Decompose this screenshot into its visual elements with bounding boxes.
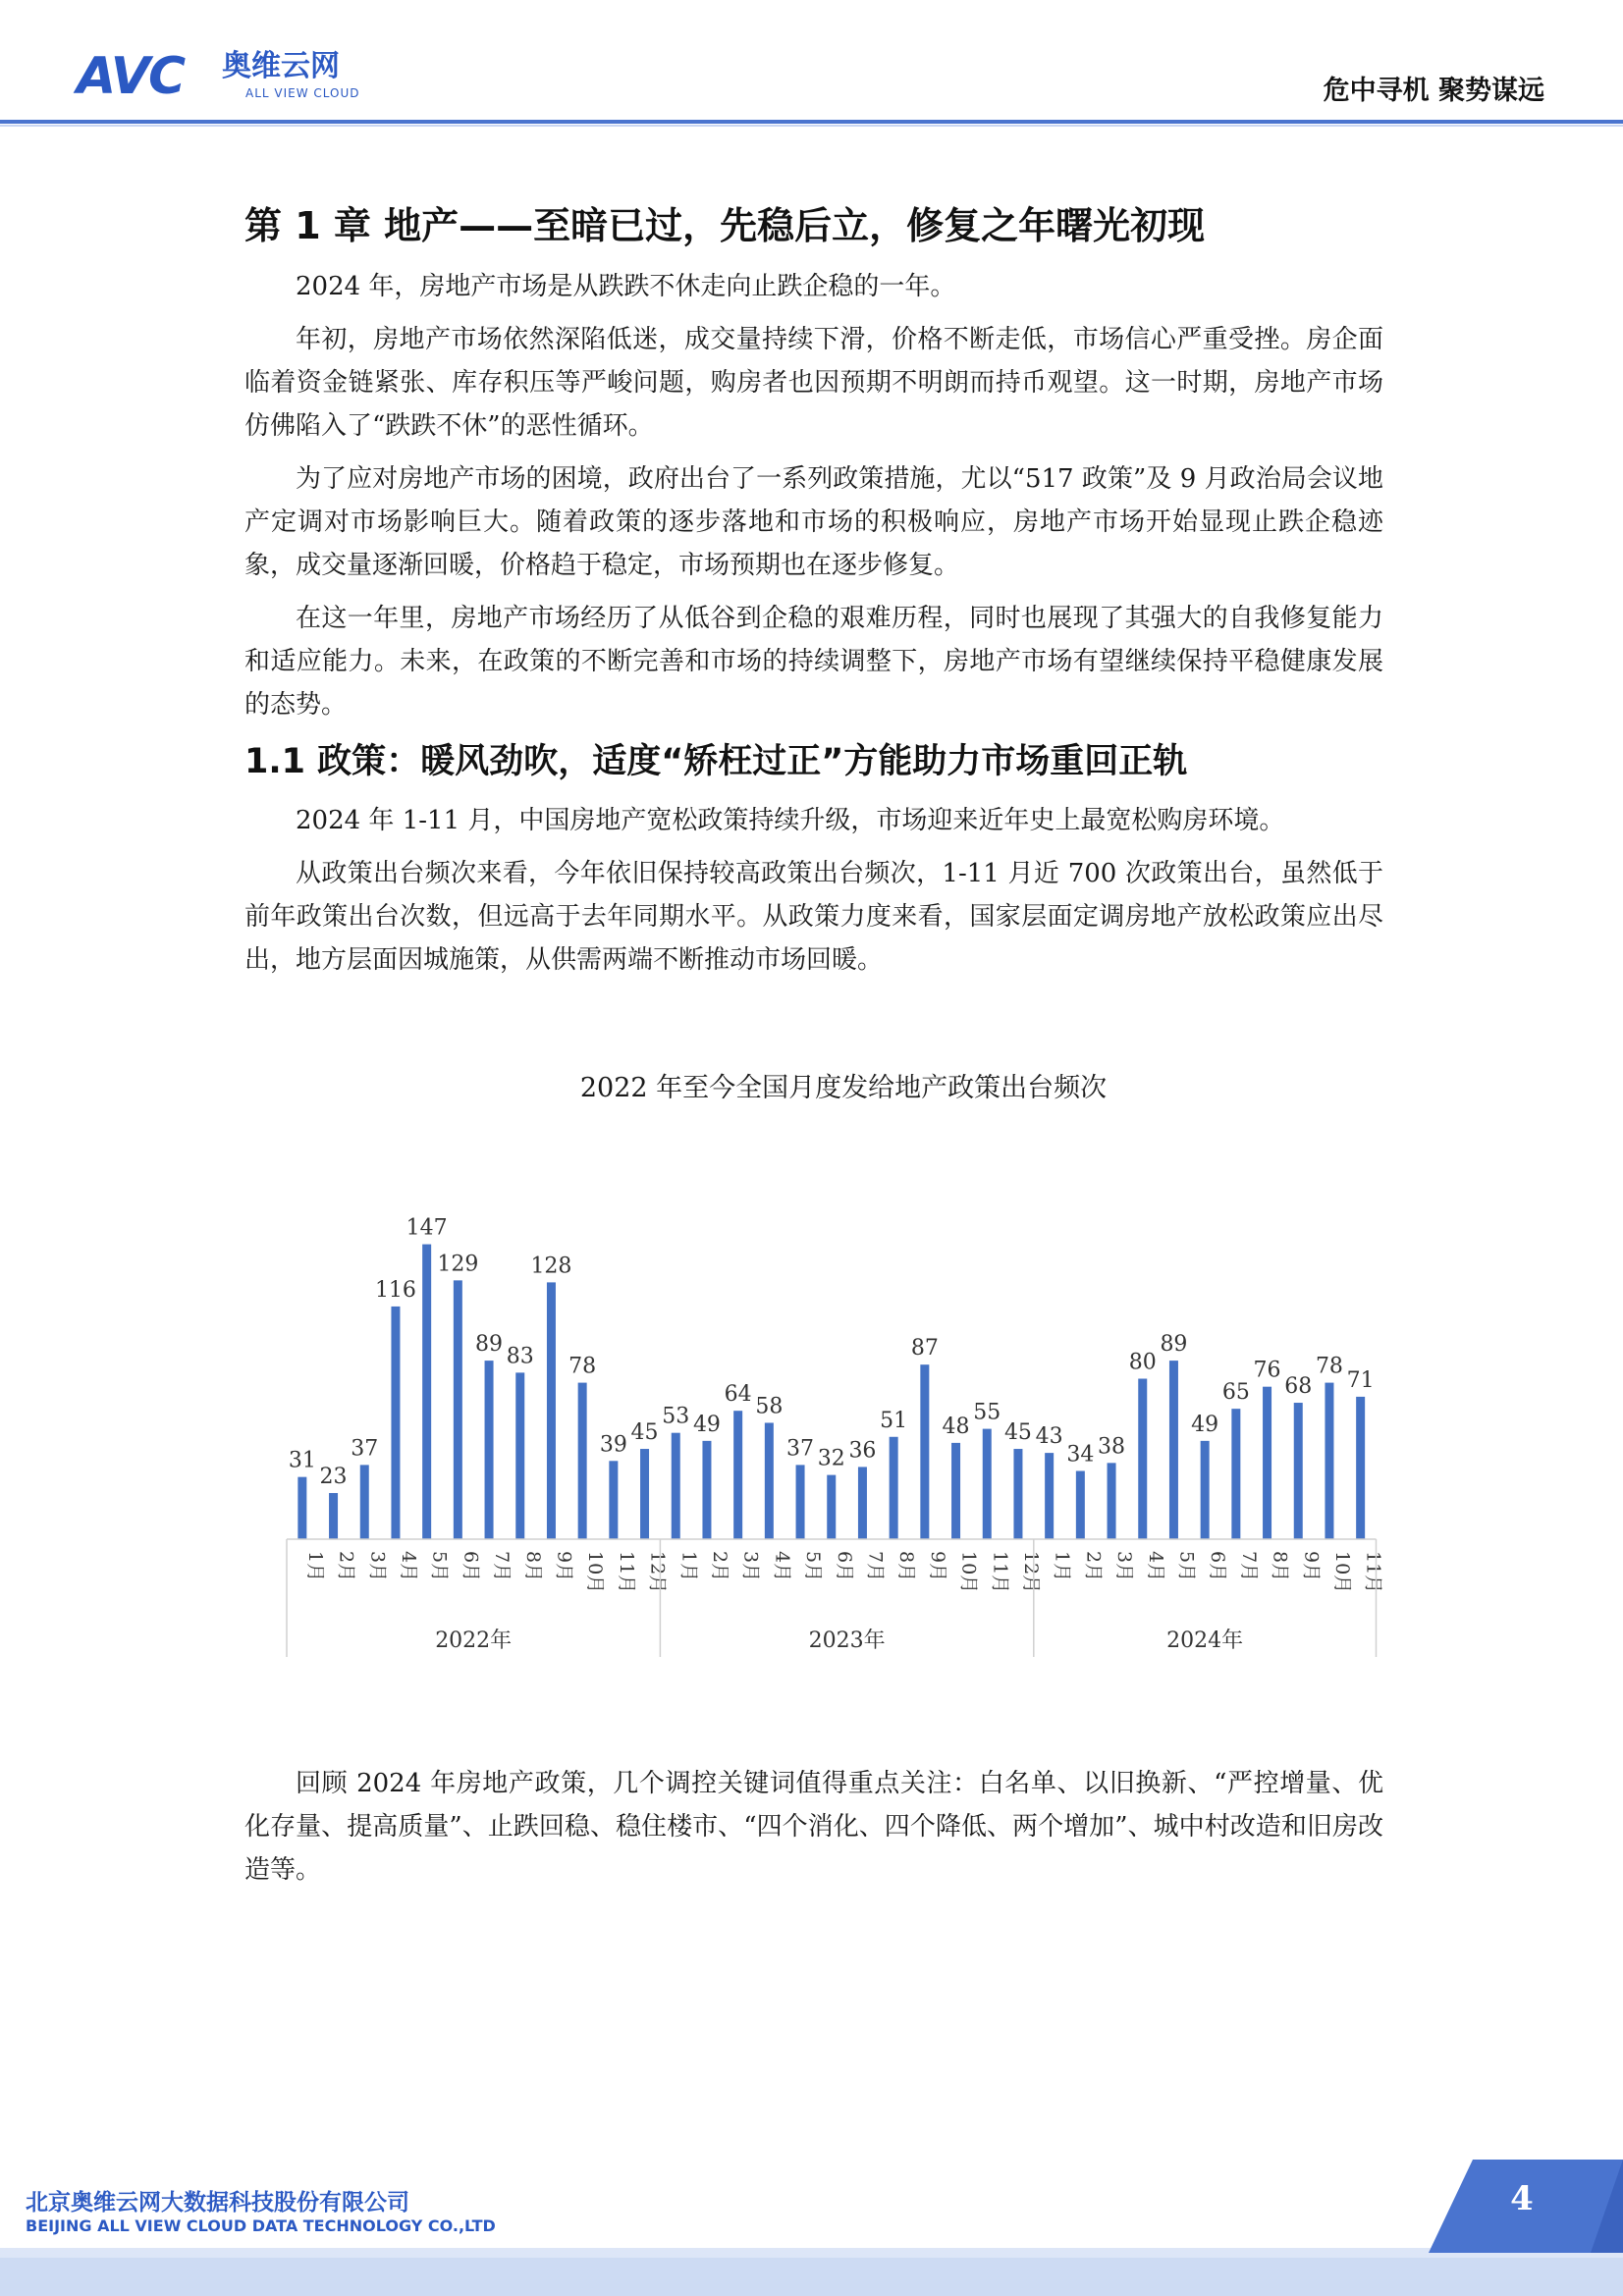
bar-1-6	[858, 1467, 867, 1539]
data-label-0-7: 83	[506, 1344, 534, 1369]
month-label-2-0: 1月	[1051, 1551, 1073, 1582]
bar-0-3	[391, 1307, 400, 1539]
bar-1-10	[983, 1429, 992, 1539]
month-label-2-9: 10月	[1330, 1551, 1353, 1594]
bar-1-5	[827, 1475, 836, 1539]
month-label-1-6: 7月	[864, 1551, 887, 1582]
data-label-0-1: 23	[319, 1464, 348, 1489]
closing-paragraph: 回顾 2024 年房地产政策，几个调控关键词值得重点关注：白名单、以旧换新、“严控增量、优化存量、提高质量”、止跌回稳、稳住楼市、“四个消化、四个降低、两个增加”、城中村改造和旧房改造等。	[244, 1769, 1383, 1885]
bar-0-9	[578, 1383, 587, 1539]
data-label-0-4: 147	[406, 1215, 448, 1241]
data-label-2-3: 80	[1128, 1350, 1157, 1375]
data-label-1-6: 36	[848, 1438, 877, 1464]
month-label-0-4: 5月	[428, 1551, 451, 1582]
bar-1-9	[951, 1443, 960, 1539]
bar-2-9	[1325, 1383, 1333, 1539]
bar-0-4	[422, 1245, 431, 1539]
data-label-1-0: 53	[662, 1404, 690, 1429]
data-label-2-7: 76	[1253, 1358, 1281, 1383]
chart-canvas	[275, 1158, 1394, 1669]
data-label-2-9: 78	[1315, 1354, 1343, 1379]
bar-1-7	[890, 1437, 898, 1539]
month-label-1-1: 2月	[708, 1551, 730, 1582]
logo-mark: AVC	[77, 47, 185, 106]
month-label-1-3: 4月	[771, 1551, 793, 1582]
month-label-0-7: 8月	[521, 1551, 544, 1582]
month-label-1-8: 9月	[926, 1551, 948, 1582]
bar-0-5	[454, 1280, 462, 1539]
avc-logo	[77, 47, 410, 106]
bar-1-3	[765, 1422, 774, 1539]
data-label-2-1: 34	[1066, 1442, 1095, 1468]
bar-2-5	[1201, 1441, 1210, 1539]
bar-0-2	[360, 1465, 369, 1539]
bar-2-8	[1294, 1403, 1303, 1539]
bar-0-1	[329, 1493, 338, 1539]
page-footer	[0, 2160, 1623, 2296]
bar-1-1	[702, 1441, 711, 1539]
data-label-2-10: 71	[1346, 1367, 1375, 1393]
data-label-1-9: 48	[942, 1414, 970, 1439]
logo-cn-text: 奥维云网	[222, 49, 340, 83]
paragraph-4: 在这一年里，房地产市场经历了从低谷到企稳的艰难历程，同时也展现了其强大的自我修复能力和适应能力。未来，在政策的不断完善和市场的持续调整下，房地产市场有望继续保持平稳健康发展的态势。	[244, 604, 1383, 720]
month-label-0-5: 6月	[460, 1551, 482, 1582]
month-label-2-1: 2月	[1082, 1551, 1105, 1582]
section-title: 1.1 政策：暖风劲吹，适度“矫枉过正”方能助力市场重回正轨	[244, 742, 1188, 781]
month-label-2-7: 8月	[1269, 1551, 1291, 1582]
paragraph-1: 2024 年，房地产市场是从跌跌不休走向止跌企稳的一年。	[296, 272, 956, 301]
month-label-1-7: 8月	[895, 1551, 918, 1582]
bar-2-7	[1263, 1387, 1271, 1539]
month-label-2-2: 3月	[1113, 1551, 1136, 1582]
header-slogan: 危中寻机 聚势谋远	[1323, 76, 1544, 106]
data-label-0-8: 128	[530, 1254, 572, 1279]
bar-0-7	[515, 1372, 524, 1539]
data-label-0-0: 31	[288, 1448, 316, 1473]
section-paragraph-1: 2024 年 1-11 月，中国房地产宽松政策持续升级，市场迎来近年史上最宽松购房环境。	[296, 806, 1285, 835]
month-label-1-2: 3月	[739, 1551, 762, 1582]
bar-2-0	[1045, 1453, 1054, 1539]
data-label-1-4: 37	[786, 1436, 815, 1462]
month-label-1-9: 10月	[957, 1551, 980, 1594]
logo-en-text: ALL VIEW CLOUD	[245, 86, 360, 100]
month-label-0-11: 12月	[646, 1551, 669, 1594]
data-label-1-5: 32	[817, 1446, 845, 1471]
bar-1-11	[1013, 1449, 1022, 1539]
month-label-0-10: 11月	[615, 1551, 637, 1594]
month-label-2-8: 9月	[1300, 1551, 1323, 1582]
data-label-0-5: 129	[437, 1252, 479, 1277]
month-label-0-1: 2月	[335, 1551, 357, 1582]
month-label-0-2: 3月	[366, 1551, 389, 1582]
footer-company-cn: 北京奥维云网大数据科技股份有限公司	[26, 2190, 409, 2216]
paragraph-3: 为了应对房地产市场的困境，政府出台了一系列政策措施，尤以“517 政策”及 9 月政治局会议地产定调对市场影响巨大。随着政策的逐步落地和市场的积极响应，房地产市场开始显现止跌企稳迹象，成交量逐渐回暖，价格趋于稳定，市场预期也在逐步修复。	[244, 464, 1383, 580]
bar-2-6	[1231, 1409, 1240, 1539]
month-label-1-11: 12月	[1019, 1551, 1042, 1594]
bar-1-4	[796, 1465, 805, 1539]
policy-frequency-chart	[275, 1158, 1394, 1673]
closing-section	[244, 1752, 1383, 1892]
footer-company-en: BEIJING ALL VIEW CLOUD DATA TECHNOLOGY CO.,LTD	[26, 2216, 496, 2235]
section-paragraph-2: 从政策出台频次来看，今年依旧保持较高政策出台频次，1-11 月近 700 次政策出台，虽然低于前年政策出台次数，但远高于去年同期水平。从政策力度来看，国家层面定调房地产放松政策应出尽出，地方层面因城施策，从供需两端不断推动市场回暖。	[244, 859, 1383, 975]
data-label-2-0: 43	[1035, 1424, 1063, 1450]
data-label-1-3: 58	[755, 1394, 784, 1419]
year-label-2: 2024年	[1166, 1629, 1244, 1653]
data-label-1-10: 55	[973, 1400, 1001, 1425]
month-label-0-3: 4月	[397, 1551, 419, 1582]
bar-1-0	[672, 1433, 680, 1539]
bar-2-4	[1169, 1361, 1178, 1539]
data-label-2-2: 38	[1098, 1434, 1126, 1460]
data-label-2-6: 65	[1221, 1380, 1250, 1406]
year-label-0: 2022年	[435, 1629, 513, 1653]
main-content	[244, 196, 1383, 982]
month-label-0-0: 1月	[303, 1551, 326, 1582]
bar-0-11	[640, 1449, 649, 1539]
chapter-title: 第 1 章 地产——至暗已过，先稳后立，修复之年曙光初现	[244, 204, 1206, 247]
data-label-1-8: 87	[910, 1336, 939, 1362]
data-label-0-6: 89	[475, 1332, 504, 1358]
chart-title: 2022 年至今全国月度发给地产政策出台频次	[579, 1073, 1108, 1103]
month-label-0-9: 10月	[584, 1551, 607, 1594]
bar-0-8	[547, 1282, 556, 1539]
data-label-0-2: 37	[351, 1436, 379, 1462]
bar-0-0	[298, 1477, 306, 1539]
data-label-2-8: 68	[1284, 1374, 1313, 1400]
bar-2-2	[1108, 1463, 1116, 1539]
paragraph-2: 年初，房地产市场依然深陷低迷，成交量持续下滑，价格不断走低，市场信心严重受挫。房企面临着资金链紧张、库存积压等严峻问题，购房者也因预期不明朗而持币观望。这一时期，房地产市场仿佛陷入了“跌跌不休”的恶性循环。	[244, 325, 1383, 441]
data-label-2-4: 89	[1160, 1332, 1188, 1358]
data-label-0-10: 39	[599, 1432, 627, 1458]
bar-2-10	[1356, 1397, 1365, 1539]
month-label-2-10: 11月	[1362, 1551, 1384, 1594]
month-label-0-6: 7月	[491, 1551, 514, 1582]
month-label-2-5: 6月	[1207, 1551, 1229, 1582]
page-number: 4	[1510, 2179, 1534, 2218]
bar-1-8	[920, 1364, 929, 1539]
data-label-0-9: 78	[568, 1354, 597, 1379]
header-divider-light	[0, 125, 1623, 127]
year-label-1: 2023年	[808, 1629, 886, 1653]
month-label-0-8: 9月	[553, 1551, 575, 1582]
data-label-1-7: 51	[880, 1408, 908, 1433]
page-header	[0, 0, 1623, 128]
bar-1-2	[733, 1411, 742, 1539]
month-label-2-4: 5月	[1175, 1551, 1198, 1582]
data-label-0-3: 116	[374, 1277, 416, 1303]
month-label-1-5: 6月	[833, 1551, 855, 1582]
month-label-1-0: 1月	[677, 1551, 700, 1582]
data-label-1-11: 45	[1003, 1420, 1032, 1446]
data-label-1-2: 64	[724, 1382, 752, 1408]
month-label-2-3: 4月	[1144, 1551, 1166, 1582]
bar-2-3	[1138, 1379, 1147, 1540]
month-label-2-6: 7月	[1237, 1551, 1260, 1582]
month-label-1-10: 11月	[989, 1551, 1011, 1594]
bar-2-1	[1076, 1471, 1085, 1539]
data-label-0-11: 45	[630, 1420, 659, 1446]
data-label-1-1: 49	[692, 1412, 721, 1437]
bar-0-6	[485, 1361, 494, 1539]
bar-0-10	[609, 1461, 618, 1539]
month-label-1-4: 5月	[802, 1551, 825, 1582]
data-label-2-5: 49	[1191, 1412, 1219, 1437]
header-divider	[0, 120, 1623, 124]
